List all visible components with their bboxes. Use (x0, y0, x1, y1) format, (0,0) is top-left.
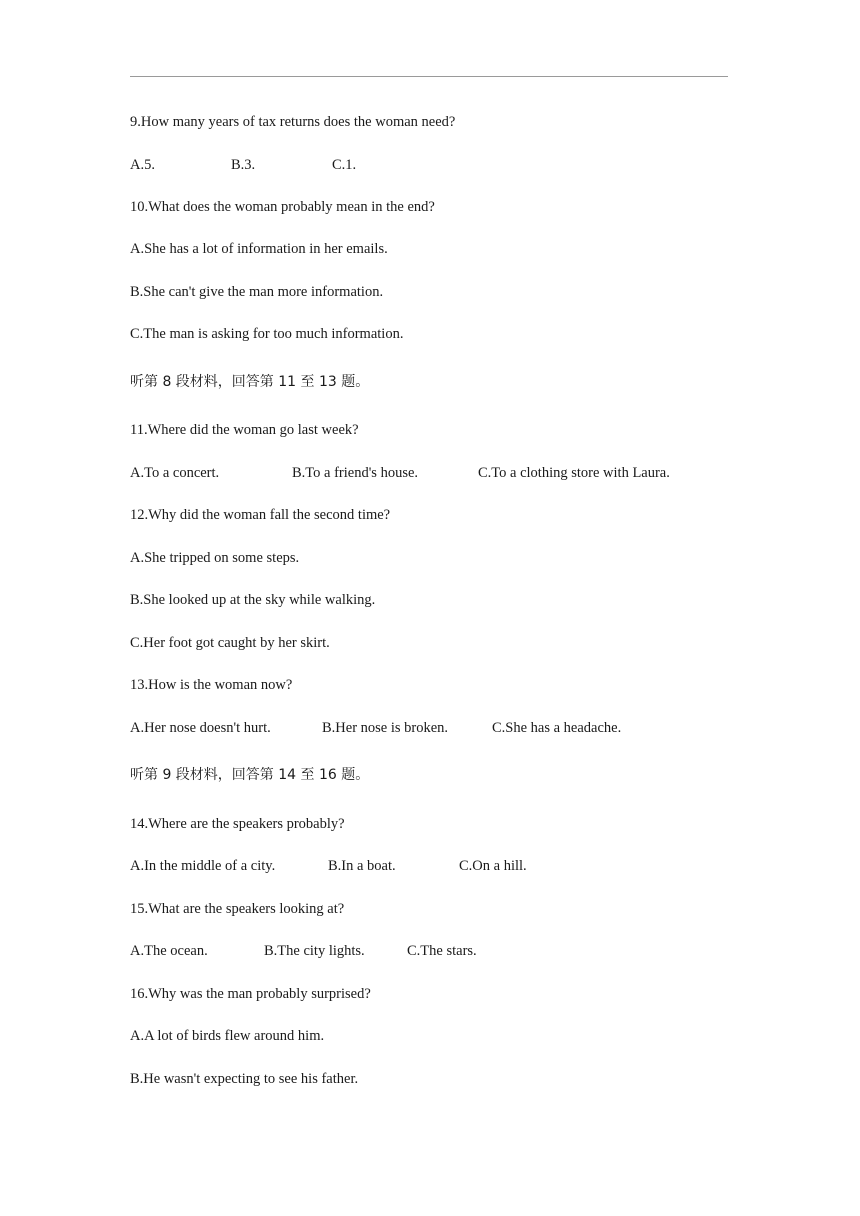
question-10-option-b: B.She can't give the man more information. (130, 284, 384, 300)
question-10-option-a: A.She has a lot of information in her emails. (130, 241, 388, 257)
question-12-option-b: B.She looked up at the sky while walking. (130, 592, 376, 608)
option-c: C.On a hill. (459, 858, 527, 874)
section-9-heading: 听第 9 段材料，回答第 14 至 16 题。 (130, 767, 370, 783)
question-15: 15.What are the speakers looking at? (130, 901, 345, 917)
option-c: C.The stars. (407, 943, 477, 959)
option-c: C.To a clothing store with Laura. (478, 465, 670, 481)
option-b: B.The city lights. (264, 943, 365, 959)
question-12-option-c: C.Her foot got caught by her skirt. (130, 635, 330, 651)
option-a: A.The ocean. (130, 943, 208, 959)
header-rule (130, 76, 728, 77)
section-8-heading: 听第 8 段材料，回答第 11 至 13 题。 (130, 374, 370, 390)
option-b: B.In a boat. (328, 858, 396, 874)
option-a: A.To a concert. (130, 465, 220, 481)
question-9: 9.How many years of tax returns does the woman need? (130, 114, 456, 130)
option-c: C.1. (332, 157, 357, 173)
question-13: 13.How is the woman now? (130, 677, 293, 693)
question-12-option-a: A.She tripped on some steps. (130, 550, 300, 566)
option-b: B.3. (231, 157, 256, 173)
option-b: B.To a friend's house. (292, 465, 419, 481)
option-a: A.Her nose doesn't hurt. (130, 720, 271, 736)
question-11: 11.Where did the woman go last week? (130, 422, 359, 438)
option-a: A.5. (130, 157, 155, 173)
question-10-option-c: C.The man is asking for too much information. (130, 326, 404, 342)
question-14-options (130, 857, 730, 875)
question-16-option-a: A.A lot of birds flew around him. (130, 1028, 325, 1044)
question-15-options (130, 942, 730, 960)
question-13-options (130, 719, 730, 737)
question-16-option-b: B.He wasn't expecting to see his father. (130, 1071, 359, 1087)
question-16: 16.Why was the man probably surprised? (130, 986, 371, 1002)
question-9-options (130, 156, 730, 174)
option-a: A.In the middle of a city. (130, 858, 276, 874)
question-10: 10.What does the woman probably mean in the end? (130, 199, 435, 215)
question-12: 12.Why did the woman fall the second time? (130, 507, 391, 523)
option-c: C.She has a headache. (492, 720, 622, 736)
question-14: 14.Where are the speakers probably? (130, 816, 345, 832)
question-11-options (130, 464, 730, 482)
option-b: B.Her nose is broken. (322, 720, 449, 736)
